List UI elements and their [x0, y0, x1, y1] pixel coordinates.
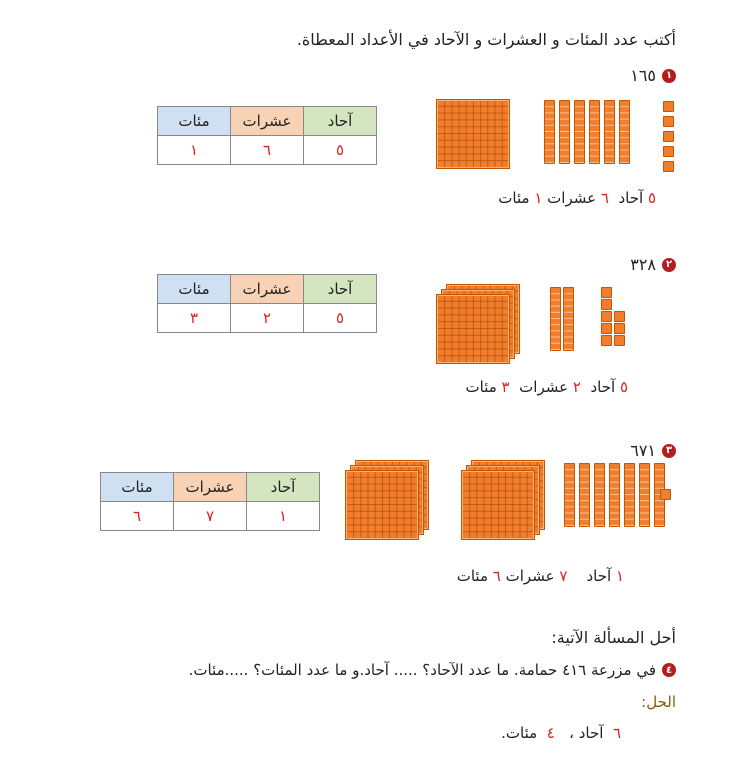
question-3-badge: ٣ [662, 444, 676, 458]
line-ones-word: آحاد [590, 378, 616, 396]
line-ones-value: ١ [615, 567, 624, 585]
question-2-badge: ٢ [662, 258, 676, 272]
answer-hundreds-3[interactable]: ٦ [101, 502, 174, 531]
solution-ones-value: ٦ [612, 724, 621, 742]
one-unit-block [614, 311, 625, 322]
solution-label: الحل: [641, 693, 676, 711]
one-unit-block [614, 323, 625, 334]
answer-ones-1[interactable]: ٥ [304, 136, 377, 165]
ten-rod-block [550, 287, 561, 351]
line-hundreds-word: مئات [456, 567, 488, 585]
question-4 [189, 661, 676, 679]
solution-hundreds-value: ٤ [546, 724, 555, 742]
line-tens-value: ٧ [559, 567, 568, 585]
line-tens-value: ٦ [600, 189, 609, 207]
line-ones-word: آحاد [618, 189, 644, 207]
answer-tens-2[interactable]: ٢ [231, 304, 304, 333]
header-hundreds: مئات [101, 473, 174, 502]
question-1-number: ١٦٥ [630, 66, 656, 85]
one-unit-block [601, 323, 612, 334]
ten-rod-block [604, 100, 615, 164]
ten-rod-block [639, 463, 650, 527]
question-4-badge: ٤ [662, 663, 676, 677]
header-ones: آحاد [304, 275, 377, 304]
answer-line-3 [457, 567, 624, 585]
header-hundreds: مئات [158, 107, 231, 136]
answer-hundreds-2[interactable]: ٣ [158, 304, 231, 333]
one-unit-block [663, 101, 674, 112]
ten-rod-block [564, 463, 575, 527]
ten-rod-block [594, 463, 605, 527]
one-unit-block [663, 146, 674, 157]
answer-tens-3[interactable]: ٧ [174, 502, 247, 531]
solution-line [501, 724, 621, 742]
line-tens-word: عشرات [547, 189, 597, 207]
header-hundreds: مئات [158, 275, 231, 304]
ten-rod-block [619, 100, 630, 164]
problem-title: أحل المسألة الآتية: [551, 628, 676, 647]
place-value-table-3 [100, 472, 320, 531]
one-unit-block [601, 299, 612, 310]
place-value-table-2 [157, 274, 377, 333]
line-tens-word: عشرات [519, 378, 569, 396]
place-value-table-1 [157, 106, 377, 165]
answer-ones-3[interactable]: ١ [247, 502, 320, 531]
ten-rod-block [579, 463, 590, 527]
answer-line-1 [498, 189, 656, 207]
hundred-flat-block [345, 470, 419, 540]
one-unit-block [601, 287, 612, 298]
ten-rod-block [563, 287, 574, 351]
hundred-flat-block [436, 99, 510, 169]
header-ones: آحاد [304, 107, 377, 136]
ten-rod-block [574, 100, 585, 164]
header-tens: عشرات [174, 473, 247, 502]
line-ones-word: آحاد [586, 567, 612, 585]
line-ones-value: ٥ [647, 189, 656, 207]
question-1-badge: ١ [662, 69, 676, 83]
one-unit-block [663, 131, 674, 142]
line-hundreds-value: ٦ [492, 567, 501, 585]
header-tens: عشرات [231, 275, 304, 304]
ten-rod-block [559, 100, 570, 164]
ten-rod-block [589, 100, 600, 164]
question-2-label [630, 255, 676, 274]
line-hundreds-value: ١ [534, 189, 543, 207]
instruction-text: أكتب عدد المئات و العشرات و الآحاد في الأعداد المعطاة. [296, 30, 676, 49]
question-1-label [630, 66, 676, 85]
one-unit-block [663, 116, 674, 127]
line-hundreds-word: مئات [498, 189, 530, 207]
line-tens-word: عشرات [505, 567, 555, 585]
answer-tens-1[interactable]: ٦ [231, 136, 304, 165]
hundred-flat-block [461, 470, 535, 540]
one-unit-block [660, 489, 671, 500]
header-ones: آحاد [247, 473, 320, 502]
question-3-number: ٦٧١ [630, 441, 656, 460]
line-tens-value: ٢ [572, 378, 581, 396]
solution-hundreds-word: مئات. [501, 724, 538, 742]
one-unit-block [614, 335, 625, 346]
question-3-label [630, 441, 676, 460]
hundred-flat-block [436, 294, 510, 364]
line-hundreds-word: مئات [465, 378, 497, 396]
one-unit-block [601, 335, 612, 346]
ten-rod-block [544, 100, 555, 164]
answer-line-2 [466, 378, 629, 396]
answer-hundreds-1[interactable]: ١ [158, 136, 231, 165]
solution-separator: ، [569, 724, 574, 742]
header-tens: عشرات [231, 107, 304, 136]
answer-ones-2[interactable]: ٥ [304, 304, 377, 333]
one-unit-block [601, 311, 612, 322]
question-2-number: ٣٢٨ [630, 255, 656, 274]
line-ones-value: ٥ [619, 378, 628, 396]
ten-rod-block [624, 463, 635, 527]
solution-ones-word: آحاد [578, 724, 604, 742]
question-4-text: في مزرعة ٤١٦ حمامة. ما عدد الآحاد؟ ..... آحاد.و ما عدد المئات؟ .....مئات. [188, 661, 656, 679]
line-hundreds-value: ٣ [501, 378, 510, 396]
one-unit-block [663, 161, 674, 172]
ten-rod-block [609, 463, 620, 527]
